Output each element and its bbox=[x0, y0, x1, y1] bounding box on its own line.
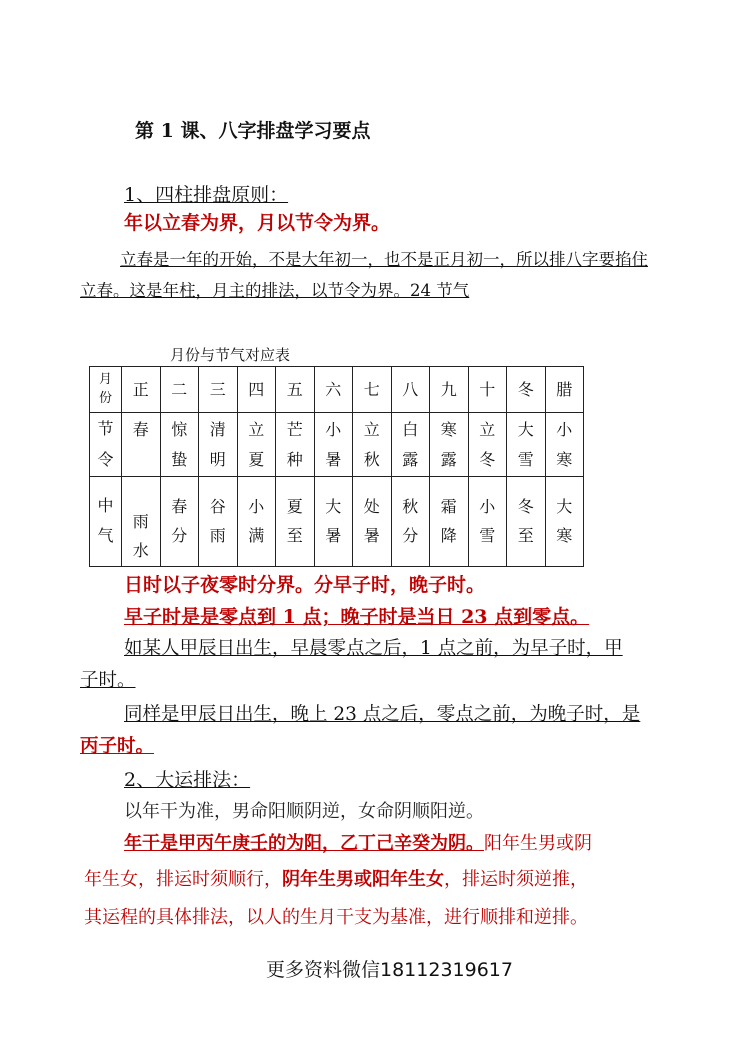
dayun-line3-bold: 阴年生男或阳年生女 bbox=[282, 869, 444, 890]
table-cell bbox=[122, 367, 161, 413]
cell-char: 霜 bbox=[440, 496, 457, 516]
table-cell bbox=[199, 367, 238, 413]
cell-char: 寒 bbox=[556, 526, 573, 546]
cell-char: 满 bbox=[248, 526, 265, 546]
cell-char: 雪 bbox=[517, 449, 534, 469]
dayun-line3 bbox=[84, 865, 588, 891]
table-cell bbox=[237, 367, 276, 413]
cell-char: 分 bbox=[171, 526, 188, 546]
example2-line2: 丙子时。 bbox=[80, 736, 155, 757]
cell-char: 夏 bbox=[248, 449, 265, 469]
cell-char: 降 bbox=[440, 526, 457, 546]
cell-char: 处 bbox=[363, 496, 380, 516]
cell-char: 大 bbox=[325, 496, 342, 516]
cell-char: 白 bbox=[402, 419, 419, 439]
cell-char: 明 bbox=[209, 449, 226, 469]
cell-char: 小 bbox=[479, 496, 496, 516]
table-caption: 月份与节气对应表 bbox=[170, 346, 291, 364]
table-cell bbox=[160, 477, 199, 567]
table-cell bbox=[199, 477, 238, 567]
cell-char: 小 bbox=[248, 496, 265, 516]
row-header-char: 令 bbox=[97, 449, 114, 469]
row-header bbox=[90, 367, 122, 413]
table-cell bbox=[391, 413, 430, 477]
table-cell bbox=[276, 477, 315, 567]
cell-char: 小 bbox=[325, 419, 342, 439]
cell-char: 正 bbox=[132, 379, 149, 399]
table-cell bbox=[430, 413, 469, 477]
cell-char: 露 bbox=[440, 449, 457, 469]
dayun-line3-a: 年生女，排运时须顺行， bbox=[84, 869, 282, 890]
cell-char: 寒 bbox=[440, 419, 457, 439]
table-cell bbox=[545, 367, 584, 413]
table-cell bbox=[314, 413, 353, 477]
cell-char: 二 bbox=[171, 379, 188, 399]
hour-rule-line1: 日时以子夜零时分界。分早子时，晚子时。 bbox=[124, 574, 486, 596]
cell-char: 分 bbox=[402, 526, 419, 546]
row-header-char: 气 bbox=[97, 526, 114, 546]
cell-char: 清 bbox=[209, 419, 226, 439]
cell-char: 春 bbox=[132, 419, 149, 439]
cell-char: 冬 bbox=[517, 379, 534, 399]
cell-char: 小 bbox=[556, 419, 573, 439]
dayun-yinyang-rule: 年干是甲丙午庚壬的为阳，乙丁己辛癸为阴。 bbox=[124, 833, 484, 854]
table-cell bbox=[160, 367, 199, 413]
lichun-paragraph-line1: 立春是一年的开始，不是大年初一，也不是正月初一，所以排八字要掐住 bbox=[120, 250, 648, 269]
cell-char: 秋 bbox=[402, 496, 419, 516]
row-header bbox=[90, 477, 122, 567]
cell-char: 露 bbox=[402, 449, 419, 469]
cell-char: 大 bbox=[556, 496, 573, 516]
table-cell bbox=[545, 477, 584, 567]
table-cell bbox=[353, 367, 392, 413]
cell-char: 七 bbox=[363, 379, 380, 399]
cell-char: 至 bbox=[517, 526, 534, 546]
cell-char: 至 bbox=[286, 526, 303, 546]
cell-char: 雨 bbox=[209, 526, 226, 546]
cell-char: 立 bbox=[248, 419, 265, 439]
hour-rule-line2: 早子时是是零点到 1 点；晚子时是当日 23 点到零点。 bbox=[124, 606, 590, 628]
table-cell bbox=[199, 413, 238, 477]
lesson-title: 第 1 课、八字排盘学习要点 bbox=[135, 120, 371, 142]
row-header-char: 节 bbox=[97, 419, 114, 439]
table-cell bbox=[507, 477, 546, 567]
cell-char bbox=[122, 477, 160, 507]
cell-char: 十 bbox=[479, 379, 496, 399]
section2-heading: 2、大运排法： bbox=[124, 769, 251, 791]
example1-line1: 如某人甲辰日出生，早晨零点之后，1 点之前，为早子时，甲 bbox=[124, 638, 623, 659]
cell-char: 水 bbox=[132, 541, 149, 561]
solar-term-row bbox=[90, 413, 584, 477]
cell-char: 六 bbox=[325, 379, 342, 399]
table-cell bbox=[391, 477, 430, 567]
table-cell bbox=[237, 477, 276, 567]
cell-char: 雨 bbox=[132, 511, 149, 531]
table-cell bbox=[160, 413, 199, 477]
table-cell bbox=[468, 367, 507, 413]
dayun-line4: 其运程的具体排法，以人的生月干支为基准，进行顺排和逆排。 bbox=[84, 907, 588, 928]
cell-char: 三 bbox=[209, 379, 226, 399]
cell-char: 八 bbox=[402, 379, 419, 399]
table-cell bbox=[507, 367, 546, 413]
year-month-rule: 年以立春为界，月以节令为界。 bbox=[124, 212, 391, 234]
table-cell bbox=[430, 367, 469, 413]
cell-char: 大 bbox=[517, 419, 534, 439]
cell-char: 蛰 bbox=[171, 449, 188, 469]
table-cell bbox=[468, 413, 507, 477]
month-row bbox=[90, 367, 584, 413]
cell-char: 谷 bbox=[209, 496, 226, 516]
row-header-char: 中 bbox=[97, 496, 114, 515]
dayun-line2 bbox=[124, 829, 592, 855]
cell-char: 冬 bbox=[517, 496, 534, 516]
table-cell bbox=[353, 477, 392, 567]
table-cell bbox=[276, 367, 315, 413]
cell-char: 惊 bbox=[171, 419, 188, 439]
row-header bbox=[90, 413, 122, 477]
dayun-line3-b: ，排运时须逆推， bbox=[444, 869, 588, 890]
cell-char: 立 bbox=[363, 419, 380, 439]
cell-char: 四 bbox=[248, 379, 265, 399]
footer-contact: 更多资料微信18112319617 bbox=[266, 959, 513, 981]
lichun-paragraph-line2: 立春。这是年柱，月主的排法，以节令为界。24 节气 bbox=[80, 281, 470, 300]
table-cell bbox=[122, 413, 161, 477]
table-cell bbox=[122, 477, 161, 567]
table-cell bbox=[545, 413, 584, 477]
table-cell bbox=[314, 477, 353, 567]
dayun-line1: 以年干为准，男命阳顺阴逆，女命阴顺阳逆。 bbox=[124, 801, 484, 822]
dayun-line2-rest: 阳年生男或阴 bbox=[484, 833, 592, 854]
cell-char: 腊 bbox=[556, 379, 573, 399]
table-cell bbox=[314, 367, 353, 413]
cell-char: 夏 bbox=[286, 496, 303, 516]
midterm-row bbox=[90, 477, 584, 567]
section1-heading: 1、四柱排盘原则： bbox=[124, 184, 289, 206]
example1-line2: 子时。 bbox=[80, 670, 136, 691]
cell-char: 暑 bbox=[325, 526, 342, 546]
cell-char: 立 bbox=[479, 419, 496, 439]
cell-char: 雪 bbox=[479, 526, 496, 546]
table-cell bbox=[237, 413, 276, 477]
table-cell bbox=[391, 367, 430, 413]
table-cell bbox=[353, 413, 392, 477]
month-solar-term-table bbox=[89, 366, 584, 567]
cell-char: 秋 bbox=[363, 449, 380, 469]
cell-char: 五 bbox=[286, 379, 303, 399]
row-header-char: 月 bbox=[98, 371, 112, 387]
row-header-char: 份 bbox=[98, 390, 112, 406]
cell-char: 寒 bbox=[556, 449, 573, 469]
cell-char: 芒 bbox=[286, 419, 303, 439]
cell-char: 春 bbox=[171, 496, 188, 516]
example2-line1: 同样是甲辰日出生，晚上 23 点之后，零点之前，为晚子时，是 bbox=[124, 704, 641, 725]
table-cell bbox=[276, 413, 315, 477]
cell-char: 种 bbox=[286, 449, 303, 469]
cell-char bbox=[122, 445, 160, 475]
table-cell bbox=[430, 477, 469, 567]
cell-char: 冬 bbox=[479, 449, 496, 469]
cell-char: 暑 bbox=[325, 449, 342, 469]
cell-char: 九 bbox=[440, 379, 457, 399]
table-cell bbox=[507, 413, 546, 477]
table-cell bbox=[468, 477, 507, 567]
cell-char: 暑 bbox=[363, 526, 380, 546]
